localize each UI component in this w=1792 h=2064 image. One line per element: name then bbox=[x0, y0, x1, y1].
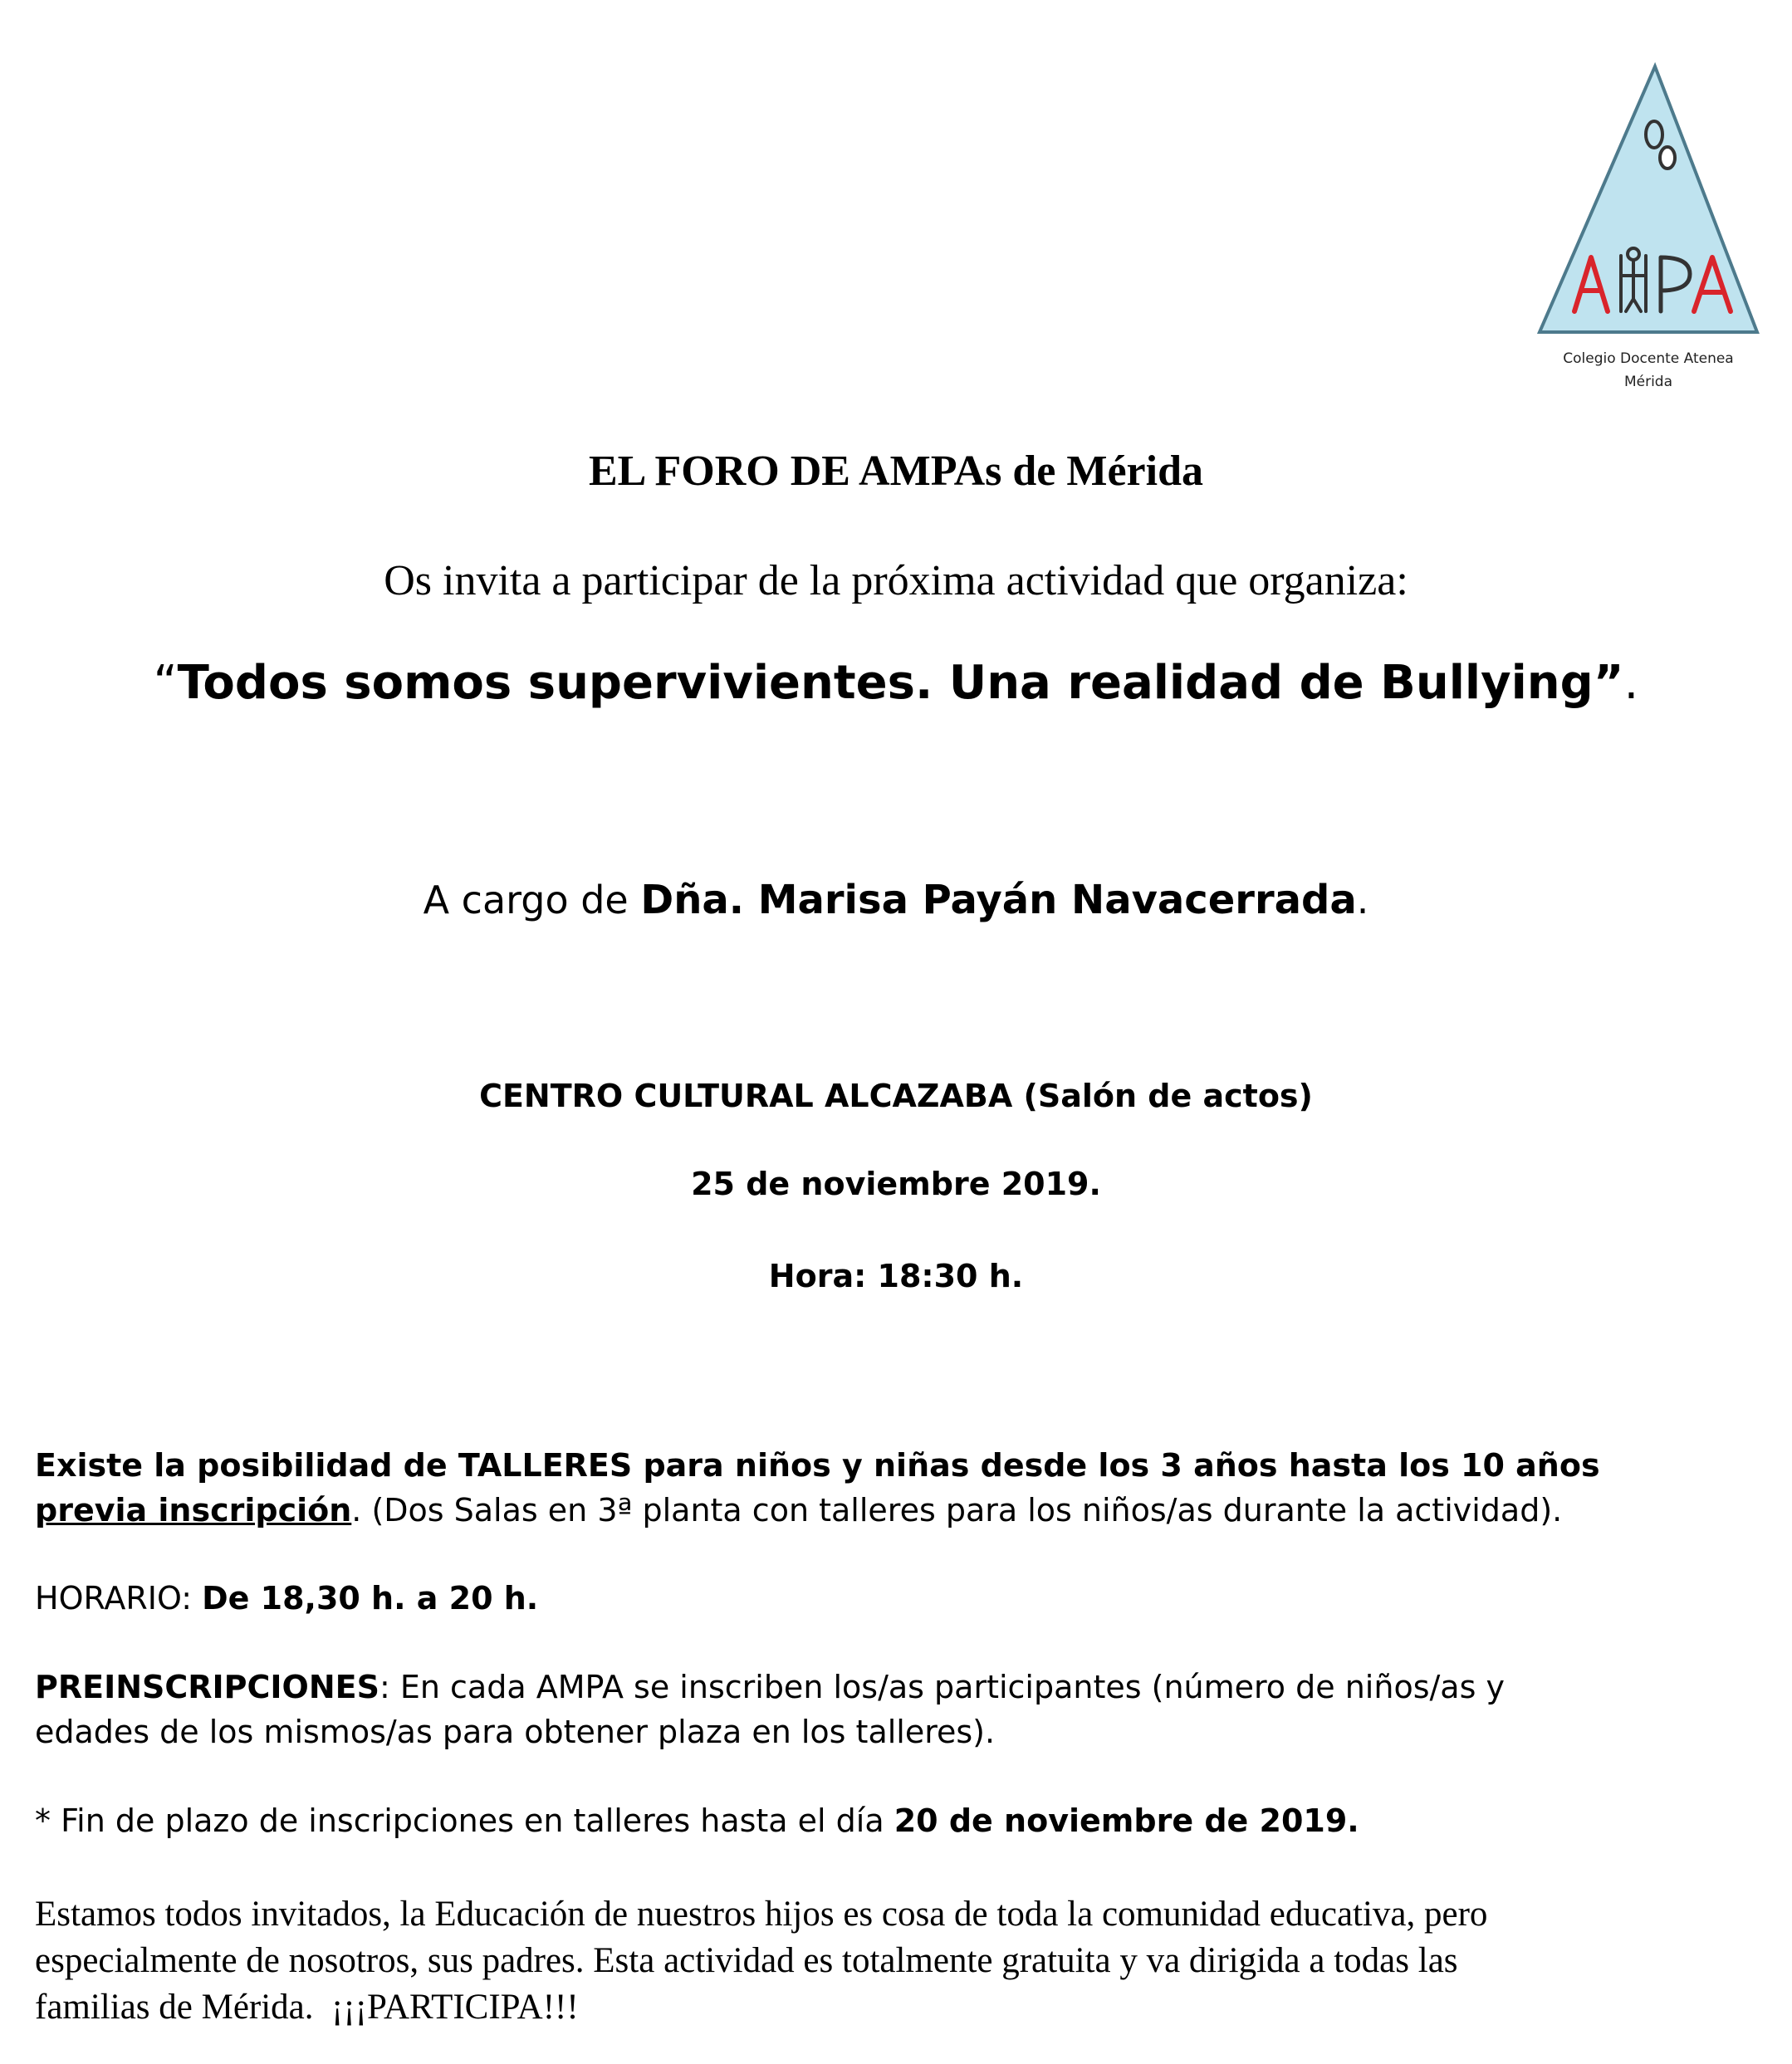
ampa-triangle-icon bbox=[1528, 58, 1769, 345]
speaker-name: Dña. Marisa Payán Navacerrada bbox=[640, 877, 1357, 923]
invite-line: Os invita a participar de la próxima actividad que organiza: bbox=[384, 557, 1408, 604]
logo-caption-city: Mérida bbox=[1623, 374, 1673, 390]
schedule-value: De 18,30 h. a 20 h. bbox=[202, 1580, 539, 1616]
deadline-prefix: * Fin de plazo de inscripciones en talleres hasta el día bbox=[35, 1802, 894, 1839]
schedule-label: HORARIO: bbox=[35, 1580, 203, 1616]
ampa-logo bbox=[1528, 58, 1769, 399]
event-venue: CENTRO CULTURAL ALCAZABA (Salón de actos) bbox=[479, 1078, 1313, 1114]
preregistration-line2: edades de los mismos/as para obtener plaza en los talleres). bbox=[35, 1714, 996, 1750]
preregistration-line1: : En cada AMPA se inscriben los/as participantes (número de niños/as y bbox=[379, 1669, 1505, 1705]
workshops-paragraph bbox=[35, 1443, 1762, 1533]
speaker-period: . bbox=[1356, 878, 1369, 922]
workshops-line2-rest: . (Dos Salas en 3ª planta con talleres para los niños/as durante la actividad). bbox=[351, 1492, 1563, 1528]
schedule-paragraph bbox=[35, 1576, 1762, 1621]
workshops-prior-registration: previa inscripción bbox=[35, 1492, 352, 1528]
closing-paragraph bbox=[35, 1891, 1770, 2031]
deadline-date: 20 de noviembre de 2019. bbox=[894, 1802, 1359, 1839]
workshops-line1: Existe la posibilidad de TALLERES para niños y niñas desde los 3 años hasta los 10 años bbox=[35, 1447, 1600, 1484]
preregistration-label: PREINSCRIPCIONES bbox=[35, 1669, 379, 1705]
event-title bbox=[0, 656, 1792, 710]
event-title-open-quote: “ bbox=[153, 656, 178, 710]
logo-caption-school: Colegio Docente Atenea bbox=[1563, 350, 1734, 367]
speaker-line bbox=[0, 877, 1792, 923]
event-title-text: Todos somos supervivientes. Una realidad de Bullying bbox=[177, 656, 1594, 710]
deadline-paragraph bbox=[35, 1798, 1762, 1843]
event-title-close-quote: ” bbox=[1593, 656, 1624, 710]
speaker-prefix: A cargo de bbox=[423, 878, 641, 922]
event-title-period: . bbox=[1623, 656, 1639, 710]
closing-line2: especialmente de nosotros, sus padres. Esta actividad es totalmente gratuita y va dirigida a todas las bbox=[35, 1941, 1458, 1980]
closing-line1: Estamos todos invitados, la Educación de nuestros hijos es cosa de toda la comunidad educativa, pero bbox=[35, 1895, 1488, 1934]
closing-line3: familias de Mérida. ¡¡¡PARTICIPA!!! bbox=[35, 1988, 579, 2027]
event-date: 25 de noviembre 2019. bbox=[691, 1166, 1101, 1202]
event-time: Hora: 18:30 h. bbox=[768, 1258, 1024, 1294]
preregistration-paragraph bbox=[35, 1665, 1762, 1754]
page-title: EL FORO DE AMPAs de Mérida bbox=[588, 448, 1203, 495]
